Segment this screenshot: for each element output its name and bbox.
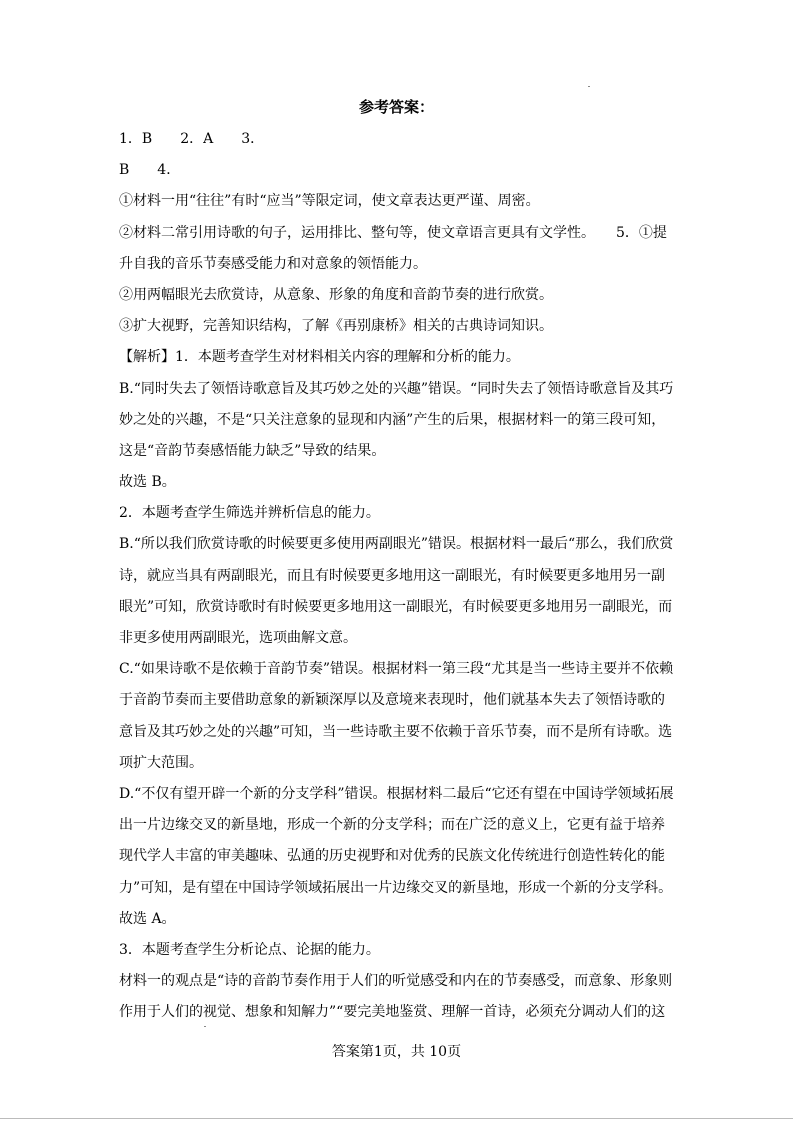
text-line: 【解析】1．本题考查学生对材料相关内容的理解和分析的能力。 [119,349,520,366]
page-bottom-edge [0,1118,793,1119]
text-line: 3．本题考查学生分析论点、论据的能力。 [119,941,380,958]
text-line: 现代学人丰富的审美趣味、弘通的历史视野和对优秀的民族文化传统进行创造性转化的能 [119,848,665,865]
text-line: ③扩大视野，完善知识结构，了解《再别康桥》相关的古典诗词知识。 [119,318,553,335]
text-line: 于音韵节奏而主要借助意象的新颖深厚以及意境来表现时，他们就基本失去了领悟诗歌的 [119,692,665,709]
text-line: 1．B 2．A 3． [119,131,265,147]
page-title: 参考答案： [358,98,434,116]
text-line: D.“不仅有望开辟一个新的分支学科”错误。根据材料二最后“它还有望在中国诗学领域拓展 [119,785,674,802]
text-line: 升自我的音乐节奏感受能力和对意象的领悟能力。 [119,255,427,272]
text-line: 作用于人们的视觉、想象和知解力”“要完美地鉴赏、理解一首诗，必须充分调动人们的这 [119,1004,666,1021]
speck-bottom-left [204,1026,206,1027]
text-line: 力”可知，是有望在中国诗学领域拓展出一片边缘交叉的新垦地，形成一个新的分支学科。 [119,879,673,896]
text-line: 故选 B。 [119,474,176,491]
text-line: 故选 A。 [119,910,176,927]
answer-body [119,124,674,1028]
text-line: C.“如果诗歌不是依赖于音韵节奏”错误。根据材料一第三段“尤其是当一些诗主要并不依赖 [119,661,674,678]
text-line: 这是“音韵节奏感悟能力缺乏”导致的结果。 [119,442,386,459]
text-line: 意旨及其巧妙之处的兴趣”可知，当一些诗歌主要不依赖于音乐节奏，而不是所有诗歌。选 [119,723,673,740]
text-line: ①材料一用“往往”有时“应当”等限定词，使文章表达更严谨、周密。 [119,193,540,210]
text-line: 材料一的观点是“诗的音韵节奏作用于人们的听觉感受和内在的节奏感受，而意象、形象则 [119,973,673,990]
text-line: B.“同时失去了领悟诗歌意旨及其巧妙之处的兴趣”错误。“同时失去了领悟诗歌意旨及其巧 [119,380,674,397]
page-footer: 答案第1页，共 10页 [331,1044,462,1060]
text-line: 项扩大范围。 [119,754,203,771]
text-line: 眼光”可知，欣赏诗歌时有时候要更多地用这一副眼光，有时候要更多地用另一副眼光，而 [119,598,673,615]
text-line: 2．本题考查学生筛选并辨析信息的能力。 [119,505,380,522]
speck-top-right [588,86,590,87]
text-line: 妙之处的兴趣，不是“只关注意象的显现和内涵”产生的后果，根据材料一的第三段可知， [119,411,666,428]
text-line: 非更多使用两副眼光，选项曲解文意。 [119,630,357,646]
text-line: B.“所以我们欣赏诗歌的时候要更多使用两副眼光”错误。根据材料一最后“那么，我们欣赏 [119,536,674,553]
text-line: B 4． [119,162,181,179]
text-line: 诗，就应当具有两副眼光，而且有时候要更多地用这一副眼光，有时候要更多地用另一副 [119,567,665,584]
text-line: ②用两幅眼光去欣赏诗，从意象、形象的角度和音韵节奏的进行欣赏。 [119,286,553,303]
text-line: ②材料二常引用诗歌的句子，运用排比、整句等，使文章语言更具有文学性。 5．①提 [119,224,667,241]
text-line: 出一片边缘交叉的新垦地，形成一个新的分支学科；而在广泛的意义上，它更有益于培养 [119,817,665,834]
